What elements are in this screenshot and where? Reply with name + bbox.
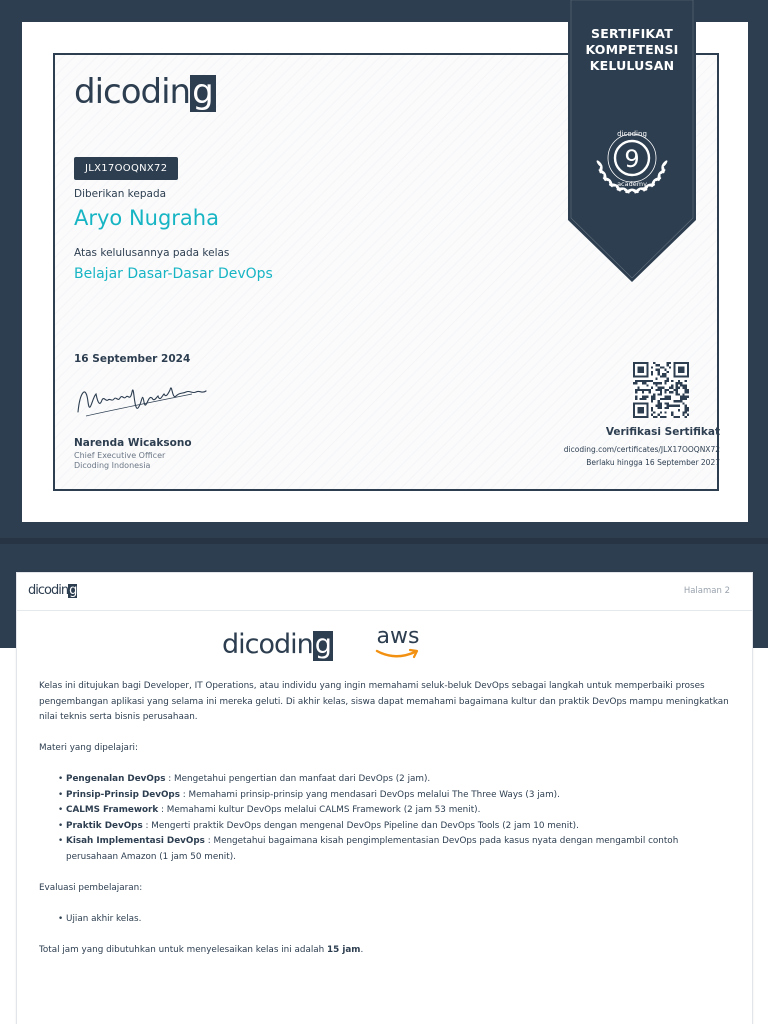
material-title: Pengenalan DevOps <box>66 774 166 784</box>
material-title: Kisah Implementasi DevOps <box>66 836 205 846</box>
ribbon-line-2: KOMPETENSI <box>585 42 679 57</box>
verification-valid-until: Berlaku hingga 16 September 2027 <box>586 458 720 467</box>
recipient-name: Aryo Nugraha <box>74 206 219 230</box>
material-item <box>59 819 729 835</box>
dicoding-header-logo: dicoding <box>28 583 77 598</box>
aws-logo-text: aws <box>376 624 420 649</box>
background-divider <box>0 538 768 544</box>
materials-list <box>59 772 729 865</box>
page-number: Halaman 2 <box>683 586 730 596</box>
material-item <box>59 772 729 788</box>
signature-image <box>72 372 212 422</box>
verification-title: Verifikasi Sertifikat <box>605 426 720 438</box>
signer-org: Dicoding Indonesia <box>74 461 151 470</box>
academy-badge-icon <box>584 110 680 206</box>
aws-logo <box>373 625 423 663</box>
material-title: CALMS Framework <box>66 805 159 815</box>
material-item <box>59 834 729 865</box>
evaluation-list <box>59 912 729 928</box>
badge-top-text: dicoding <box>617 130 647 138</box>
total-hours-value: 15 jam <box>327 944 361 955</box>
class-label: Atas kelulusannya pada kelas <box>74 247 230 259</box>
material-title: Praktik DevOps <box>66 820 143 831</box>
material-item <box>59 788 729 804</box>
badge-number: 9 <box>624 145 640 173</box>
material-title: Prinsip-Prinsip DevOps <box>66 789 180 800</box>
class-name: Belajar Dasar-Dasar DevOps <box>74 266 273 282</box>
aws-smile-icon <box>373 647 423 661</box>
material-desc: : Mengetahui bagaimana kisah pengimplementasian DevOps pada kasus nyata dengan mengambil contoh perusahaan Amazon (1 jam 50 menit). <box>66 836 679 862</box>
dicoding-logo: dicoding <box>74 72 216 112</box>
total-hours-line: Total jam yang dibutuhkan untuk menyelesaikan kelas ini adalah 15 jam. <box>39 944 364 955</box>
dicoding-brand-logo: dicoding <box>222 629 331 660</box>
material-desc: : Mengetahui pengertian dan manfaat dari DevOps (2 jam). <box>165 774 431 784</box>
signer-name: Narenda Wicaksono <box>74 437 192 449</box>
material-desc: : Mengerti praktik DevOps dengan mengenal DevOps Pipeline dan DevOps Tools (2 jam 10 menit). <box>142 820 579 831</box>
material-desc: : Memahami prinsip-prinsip yang mendasari DevOps melalui The Three Ways (3 jam). <box>179 789 560 800</box>
course-details-page <box>16 572 753 1024</box>
course-description <box>39 679 729 974</box>
page-header <box>17 573 752 611</box>
evaluation-item: • Ujian akhir kelas. <box>59 912 729 928</box>
materials-label: Materi yang dipelajari: <box>39 743 138 753</box>
signer-role: Chief Executive Officer <box>74 451 166 460</box>
material-desc: : Memahami kultur DevOps melalui CALMS Framework (2 jam 53 menit). <box>158 805 481 815</box>
qr-code[interactable] <box>633 362 689 418</box>
badge-bottom-text: academy <box>617 180 647 188</box>
ribbon-line-3: KELULUSAN <box>589 58 675 73</box>
issue-date: 16 September 2024 <box>74 353 191 365</box>
verification-url[interactable]: dicoding.com/certificates/JLX17OOQNX72 <box>563 445 720 454</box>
material-item <box>59 803 729 819</box>
ribbon-line-1: SERTIFIKAT <box>591 26 673 41</box>
evaluation-label: Evaluasi pembelajaran: <box>39 882 143 893</box>
given-to-label: Diberikan kepada <box>74 188 167 200</box>
certificate-id: JLX17OOQNX72 <box>74 157 178 180</box>
intro-paragraph: Kelas ini ditujukan bagi Developer, IT Operations, atau individu yang ingin memahami seluk-beluk DevOps sebagai langkah untuk memperbaiki proses pengembangan aplikasi yang selama ini mereka geluti. Di akhir kelas, siswa dapat memahami bagaimana kultur dan praktik DevOps mampu meningkatkan nilai teknis serta bisnis perusahaan. <box>39 681 729 722</box>
ribbon-title <box>568 26 696 74</box>
